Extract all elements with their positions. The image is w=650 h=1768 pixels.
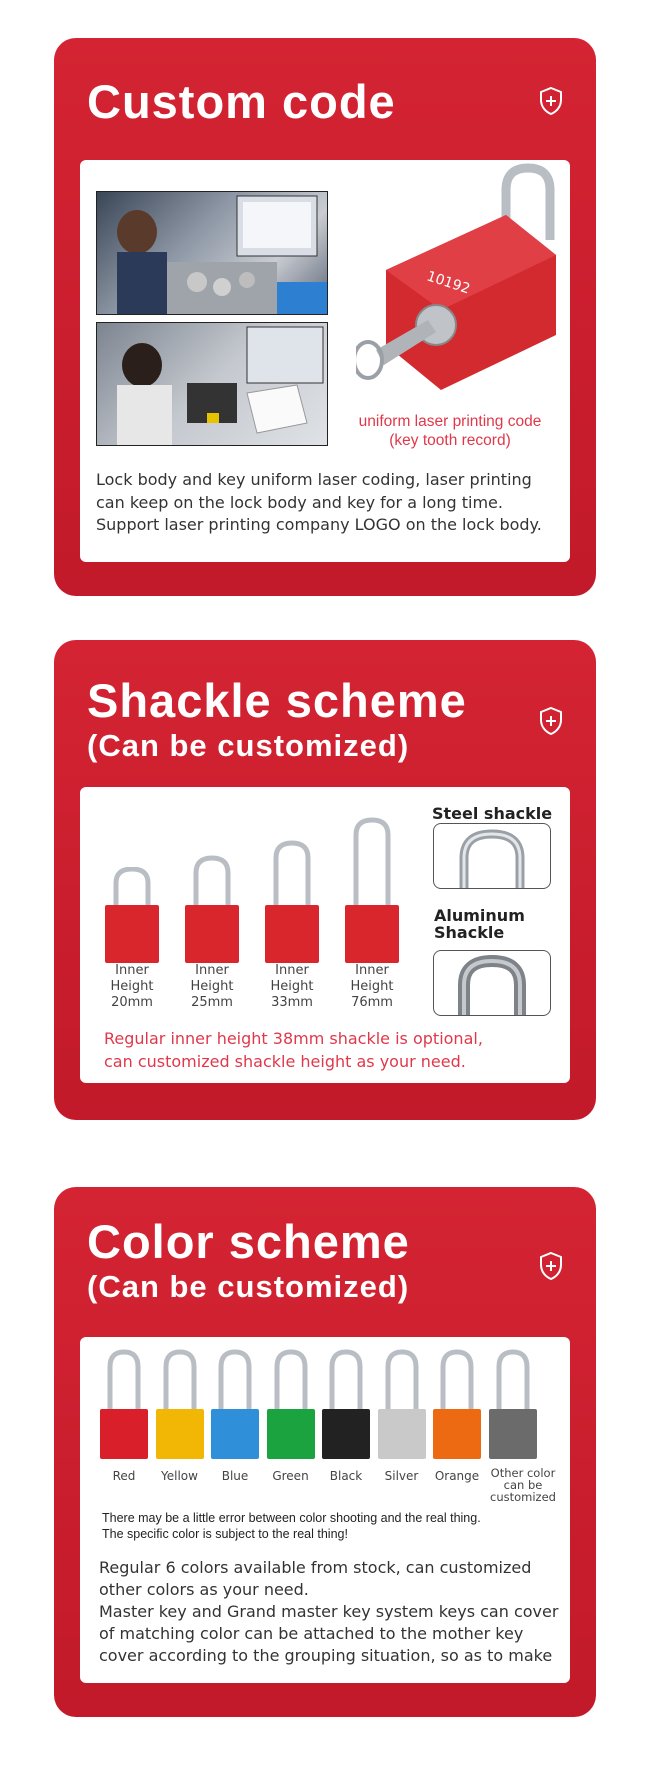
color-padlock xyxy=(265,1349,317,1461)
custom-code-description: Lock body and key uniform laser coding, laser printing can keep on the lock body and key for a long time. Support laser printing company LOGO on the lock body. xyxy=(96,470,542,534)
color-padlock xyxy=(320,1349,372,1461)
color-label: Silver xyxy=(384,1469,419,1483)
color-label: Red xyxy=(112,1469,136,1483)
padlock-25mm xyxy=(182,855,242,965)
shield-plus-icon xyxy=(538,1251,564,1281)
label-line: Other color xyxy=(490,1466,556,1480)
label-line: Inner xyxy=(115,963,149,978)
color-padlock xyxy=(98,1349,150,1461)
label-line: customized xyxy=(490,1490,556,1504)
label-line: 25mm xyxy=(191,995,233,1010)
label-line: Inner xyxy=(355,963,389,978)
color-padlock xyxy=(154,1349,206,1461)
padlock-20mm xyxy=(102,867,162,967)
color-desc-line1: Regular 6 colors available from stock, can customized xyxy=(99,1558,532,1577)
color-label: Orange xyxy=(434,1469,480,1483)
label-line: Aluminum xyxy=(434,906,525,925)
color-warning-line2: The specific color is subject to the real thing! xyxy=(102,1527,348,1541)
label-line: Inner xyxy=(275,963,309,978)
color-label: Green xyxy=(272,1469,309,1483)
label-line: Height xyxy=(350,979,394,994)
color-label: Blue xyxy=(221,1469,249,1483)
lock-label-33mm xyxy=(257,963,327,1011)
custom-code-panel xyxy=(80,160,570,562)
label-line: Height xyxy=(110,979,154,994)
custom-code-title: Custom code xyxy=(87,75,396,128)
workshop-photo-2 xyxy=(96,322,328,446)
color-padlock-other xyxy=(487,1349,539,1461)
shackle-scheme-title: Shackle scheme xyxy=(87,674,467,727)
color-desc-line5: cover according to the grouping situation, so as to make xyxy=(99,1646,553,1665)
label-line: Height xyxy=(270,979,314,994)
lock-label-76mm xyxy=(337,963,407,1011)
shield-plus-icon xyxy=(538,706,564,736)
label-line: 20mm xyxy=(111,995,153,1010)
color-label: Yellow xyxy=(161,1469,198,1483)
color-panel xyxy=(80,1337,570,1683)
shackle-note-line2: can customized shackle height as your need. xyxy=(104,1052,466,1071)
shackle-note-line1: Regular inner height 38mm shackle is optional, xyxy=(104,1029,483,1048)
lock-label-25mm xyxy=(177,963,247,1011)
color-scheme-title: Color scheme xyxy=(87,1215,410,1268)
color-label-other xyxy=(488,1467,558,1503)
color-padlock xyxy=(376,1349,428,1461)
label-line: Inner xyxy=(195,963,229,978)
padlock-key-illustration xyxy=(356,160,556,390)
laser-caption-line2: (key tooth record) xyxy=(389,432,511,449)
label-line: can be xyxy=(503,1478,543,1492)
color-padlock xyxy=(209,1349,261,1461)
label-line: Height xyxy=(190,979,234,994)
color-label: Black xyxy=(329,1469,363,1483)
steel-shackle-box xyxy=(433,823,551,889)
engraving-number: 10192 xyxy=(424,268,472,298)
color-scheme-card xyxy=(54,1187,596,1717)
padlock-33mm xyxy=(262,840,322,965)
color-desc-line3: Master key and Grand master key system keys can cover xyxy=(99,1602,559,1621)
workshop-photo-1 xyxy=(96,191,328,315)
color-warning-line1: There may be a little error between color shooting and the real thing. xyxy=(102,1511,481,1525)
color-desc-line2: other colors as your need. xyxy=(99,1580,309,1599)
laser-caption-line1: uniform laser printing code xyxy=(358,413,542,430)
label-line: 33mm xyxy=(271,995,313,1010)
label-line: Shackle xyxy=(434,923,505,942)
label-line: 76mm xyxy=(351,995,393,1010)
padlock-76mm xyxy=(342,817,402,965)
aluminum-shackle-box xyxy=(433,950,551,1016)
color-desc-line4: of matching color can be attached to the mother key xyxy=(99,1624,524,1643)
color-scheme-subtitle: (Can be customized) xyxy=(87,1269,410,1304)
shackle-panel xyxy=(80,787,570,1083)
aluminum-shackle-title xyxy=(434,907,525,941)
shackle-scheme-subtitle: (Can be customized) xyxy=(87,728,410,763)
shackle-scheme-card xyxy=(54,640,596,1120)
custom-code-card xyxy=(54,38,596,596)
color-padlock xyxy=(431,1349,483,1461)
steel-shackle-title: Steel shackle xyxy=(432,804,553,823)
lock-label-20mm xyxy=(97,963,167,1011)
shield-plus-icon xyxy=(538,86,564,116)
